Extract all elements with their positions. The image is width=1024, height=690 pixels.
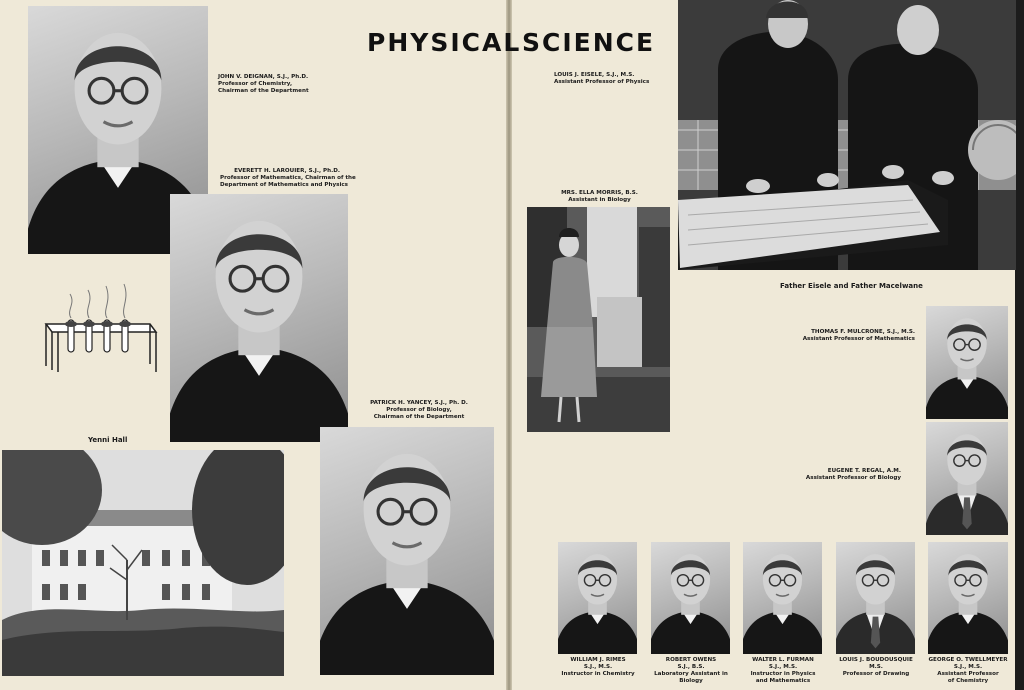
caption-title: Chairman of the Department: [218, 88, 309, 94]
portrait-yancey: [320, 427, 494, 675]
caption-twellmeyer: [922, 657, 1014, 685]
caption-title: Instructor in Chemistry: [561, 671, 635, 677]
caption-name: WALTER L. FURMAN: [752, 657, 814, 663]
portrait-mulcrone: [926, 306, 1008, 419]
caption-name: WILLIAM J. RIMES: [570, 657, 626, 663]
portrait-larouier: [170, 194, 348, 442]
caption-name: THOMAS F. MULCRONE, S.J., M.S.: [811, 329, 915, 335]
caption-title: Assistant Professor of Physics: [554, 79, 650, 85]
caption-larouier: [220, 168, 356, 189]
caption-title: Assistant Professor of Mathematics: [802, 336, 915, 342]
heading-physical: PHYSICAL: [367, 28, 522, 57]
caption-title: Laboratory Assistant in: [654, 671, 728, 677]
caption-boudousquie: [830, 657, 922, 678]
caption-title: Biology: [679, 678, 703, 684]
caption-title: of Chemistry: [947, 678, 989, 684]
caption-title: and Mathematics: [755, 678, 811, 684]
caption-mulcrone: [790, 329, 915, 343]
caption-name: GEORGE O. TWELLMEYER: [928, 657, 1008, 663]
portrait-twellmeyer: [928, 542, 1008, 654]
caption-name: LOUIS J. BOUDOUSQUIE: [839, 657, 913, 663]
caption-degree: M.S.: [869, 664, 883, 670]
caption-degree: S.J., M.S.: [768, 664, 798, 670]
portrait-owens: [651, 542, 730, 654]
caption-title: Department of Mathematics and Physics: [220, 182, 349, 188]
caption-owens: [645, 657, 737, 685]
book-spine: [506, 0, 512, 690]
caption-title: Chairman of the Department: [373, 414, 465, 420]
caption-deignan: [218, 74, 309, 95]
caption-name: PATRICK H. YANCEY, S.J., Ph. D.: [370, 400, 468, 406]
caption-name: ROBERT OWENS: [665, 657, 717, 663]
caption-name: JOHN V. DEIGNAN, S.J., Ph.D.: [218, 74, 309, 80]
caption-name: MRS. ELLA MORRIS, B.S.: [561, 190, 638, 196]
page-edge: [1015, 0, 1024, 690]
caption-name: EVERETT H. LAROUIER, S.J., Ph.D.: [234, 168, 340, 174]
caption-title: Assistant in Biology: [568, 197, 631, 203]
caption-degree: S.J., M.S.: [953, 664, 983, 670]
caption-furman: [737, 657, 829, 685]
label-fathers: Father Eisele and Father Macelwane: [780, 282, 923, 290]
caption-title: Professor of Chemistry,: [218, 81, 293, 87]
label-yenni-hall: Yenni Hall: [88, 436, 128, 444]
photo-ella-morris: [527, 207, 670, 432]
photo-yenni-hall: [2, 450, 284, 676]
caption-degree: S.J., B.S.: [677, 664, 705, 670]
caption-eisele: [554, 72, 650, 86]
caption-name: EUGENE T. REGAL, A.M.: [827, 468, 901, 474]
caption-name: LOUIS J. EISELE, S.J., M.S.: [554, 72, 635, 78]
portrait-regal: [926, 422, 1008, 535]
caption-regal: [790, 468, 901, 482]
photo-fathers-at-map: [678, 0, 1016, 270]
caption-title: Professor of Drawing: [842, 671, 910, 677]
caption-title: Assistant Professor of Biology: [805, 475, 901, 481]
caption-rimes: [552, 657, 644, 678]
caption-title: Instructor in Physics: [750, 671, 816, 677]
portrait-rimes: [558, 542, 637, 654]
portrait-furman: [743, 542, 822, 654]
heading-science: SCIENCE: [522, 28, 656, 57]
caption-title: Professor of Biology,: [386, 407, 452, 413]
caption-title: Assistant Professor: [937, 671, 999, 677]
caption-degree: S.J., M.S.: [583, 664, 613, 670]
caption-yancey: [364, 400, 474, 421]
portrait-boudousquie: [836, 542, 915, 654]
caption-morris: [552, 190, 647, 204]
test-tube-rack-sketch: [38, 282, 160, 382]
caption-title: Professor of Mathematics, Chairman of the: [220, 175, 356, 181]
